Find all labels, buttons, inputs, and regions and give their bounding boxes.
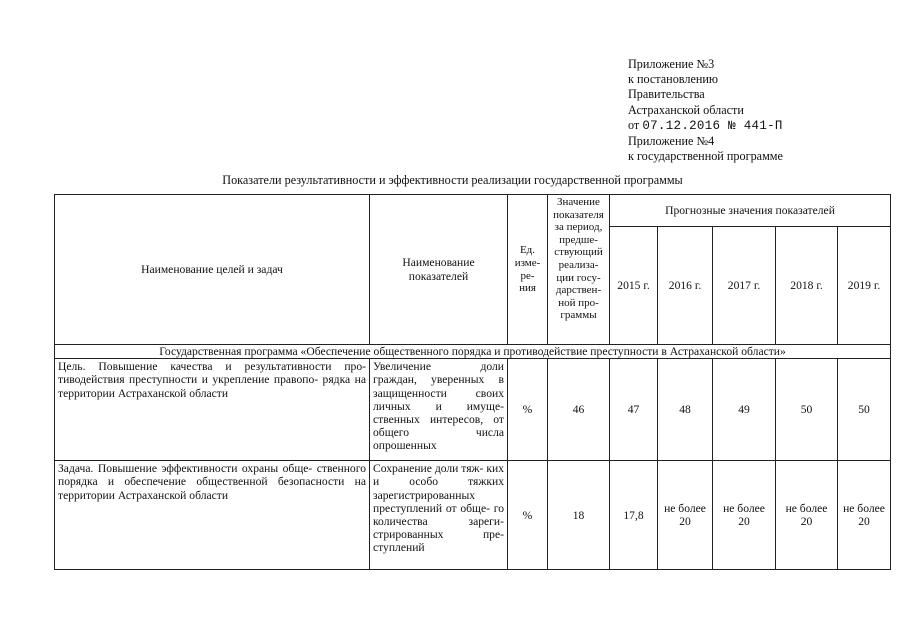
goal-cell: Цель. Повышение качества и результативности про- тиводействия преступности и укрепление правопо- рядка на территории Астраханской области: [55, 359, 370, 461]
prior-value-cell: 46: [548, 359, 610, 461]
document-title: Показатели результативности и эффективности реализации государственной программы: [222, 173, 683, 187]
appendix-header: [628, 57, 783, 164]
decree-stamp: 07.12.2016 № 441-П: [642, 118, 783, 133]
value-2015-cell: 17,8: [610, 461, 658, 570]
value-2017-cell: не более 20: [713, 461, 776, 570]
appendix-line: к государственной программе: [628, 149, 783, 164]
value-2015-cell: 47: [610, 359, 658, 461]
indicators-table: [54, 194, 891, 570]
prior-value-cell: 18: [548, 461, 610, 570]
appendix-line: Приложение №3: [628, 57, 715, 71]
appendix-line: Правительства: [628, 87, 705, 102]
header-year-2017: 2017 г.: [713, 227, 776, 345]
program-name: Государственная программа «Обеспечение общественного порядка и противодействие преступности в Астраханской области»: [55, 345, 891, 359]
unit-cell: %: [508, 461, 548, 570]
unit-cell: %: [508, 359, 548, 461]
value-2018-cell: не более 20: [776, 461, 838, 570]
header-year-2019: 2019 г.: [838, 227, 891, 345]
header-goals: Наименование целей и задач: [55, 195, 370, 345]
appendix-line: Астраханской области: [628, 102, 744, 117]
header-year-2015: 2015 г.: [610, 227, 658, 345]
indicator-cell: Увеличение доли граждан, уверенных в защищенности своих личных и имуще- ственных интересов, от общего числа опрошенных: [370, 359, 508, 461]
value-2016-cell: 48: [658, 359, 713, 461]
header-year-2016: 2016 г.: [658, 227, 713, 345]
value-2018-cell: 50: [776, 359, 838, 461]
value-2017-cell: 49: [713, 359, 776, 461]
header-year-2018: 2018 г.: [776, 227, 838, 345]
appendix-line: Приложение №4: [628, 134, 715, 149]
table-row: [55, 359, 891, 461]
header-row: [55, 195, 891, 227]
goal-cell: Задача. Повышение эффективности охраны обще- ственного порядка и обеспечение общественной безопасности на территории Астраханской области: [55, 461, 370, 570]
value-2019-cell: не более 20: [838, 461, 891, 570]
program-row: [55, 345, 891, 359]
header-forecast-group: Прогнозные значения показателей: [610, 195, 891, 227]
header-indicators: Наименование показателей: [370, 195, 508, 345]
value-2016-cell: не более 20: [658, 461, 713, 570]
appendix-line: к постановлению: [628, 72, 719, 87]
table-row: [55, 461, 891, 570]
header-unit: Ед. изме- ре- ния: [508, 195, 548, 345]
indicator-cell: Сохранение доли тяж- ких и особо тяжких зарегистрированных преступлений от обще- го количества зареги- стрированных пре- ступлений: [370, 461, 508, 570]
decree-date-line: [628, 118, 783, 134]
header-prior-value: Значение показателя за период, предше- ствующий реализа- ции госу- дарствен- ной про- граммы: [548, 195, 610, 345]
value-2019-cell: 50: [838, 359, 891, 461]
date-prefix: от: [628, 117, 640, 132]
